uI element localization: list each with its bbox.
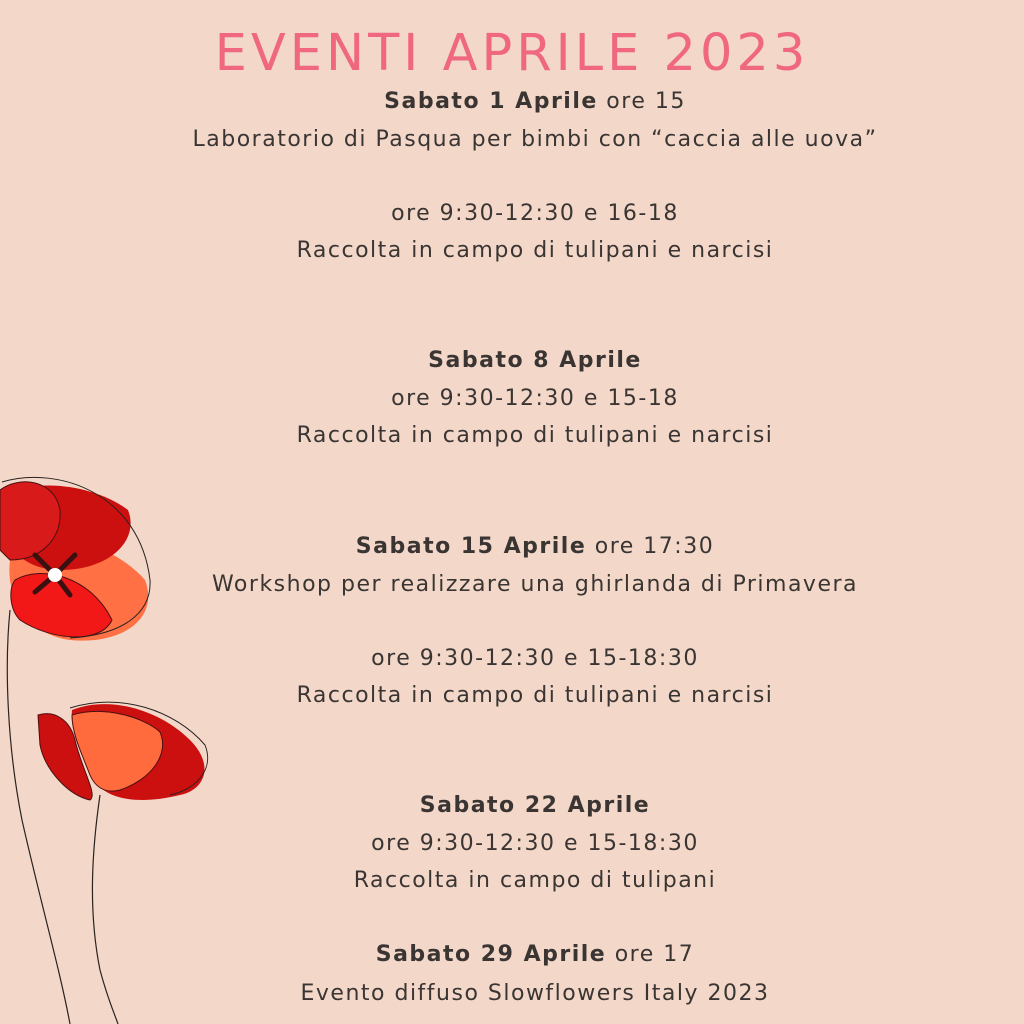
event-1-heading [0,88,1024,116]
event-2-description: Raccolta in campo di tulipani e narcisi [296,423,774,448]
event-3-description: Workshop per realizzare una ghirlanda di Primavera [211,572,859,597]
lower-poppy [38,702,208,1024]
poppy-flowers-illustration [0,470,230,1024]
event-2-time: ore 9:30-12:30 e 15-18 [391,386,679,411]
event-4-description: Raccolta in campo di tulipani [353,868,717,893]
page-title: EVENTI APRILE 2023 [214,24,810,83]
event-5-time: ore 17 [606,942,695,967]
event-3-time: ore 17:30 [586,534,715,559]
event-1-extra-description: Raccolta in campo di tulipani e narcisi [296,238,774,263]
event-2-heading [0,347,1024,375]
event-1-time: ore 15 [597,89,686,114]
event-2-date: Sabato 8 Aprile [428,348,642,373]
event-3-date: Sabato 15 Aprile [355,534,587,559]
event-1-date: Sabato 1 Aprile [384,89,598,114]
event-4-date: Sabato 22 Aprile [419,793,651,818]
event-3-extra-description: Raccolta in campo di tulipani e narcisi [296,683,774,708]
event-4-time: ore 9:30-12:30 e 15-18:30 [371,831,699,856]
event-1-description: Laboratorio di Pasqua per bimbi con “caccia alle uova” [192,127,878,152]
event-1-extra-time: ore 9:30-12:30 e 16-18 [391,201,679,226]
event-5-date: Sabato 29 Aprile [375,942,607,967]
event-5-description: Evento diffuso Slowflowers Italy 2023 [300,981,770,1006]
event-3-extra-time: ore 9:30-12:30 e 15-18:30 [371,646,699,671]
